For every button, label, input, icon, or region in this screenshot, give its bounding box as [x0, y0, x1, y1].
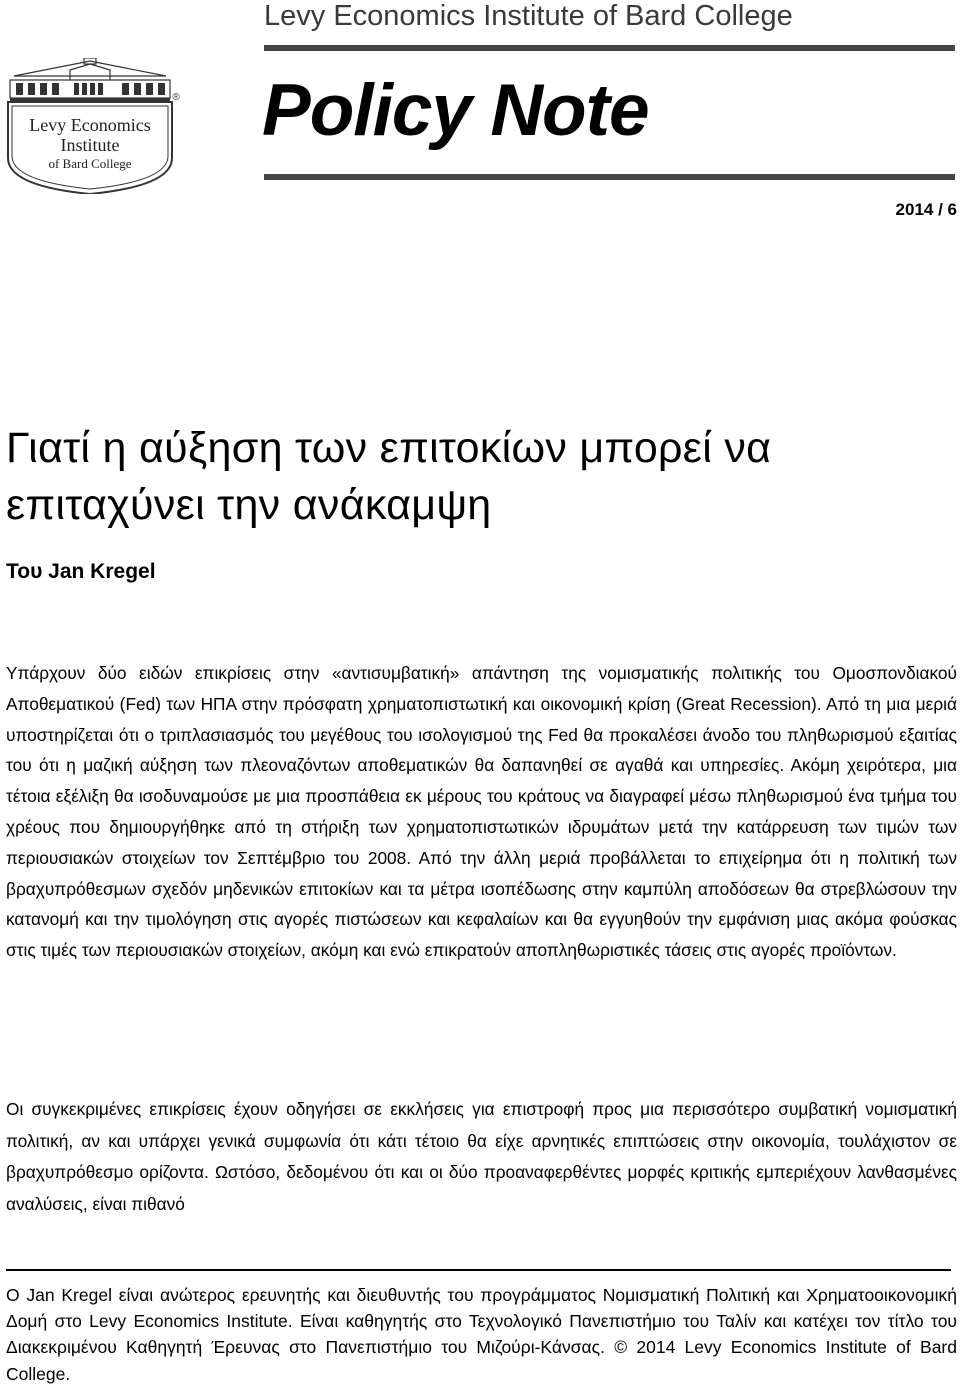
logo-line-2: Institute	[60, 135, 120, 155]
body-paragraph: Υπάρχουν δύο ειδών επικρίσεις στην «αντισυμβατική» απάντηση της νομισματικής πολιτικής του Ομοσπονδιακού Αποθεματικού (Fed) των ΗΠΑ στην πρόσφατη χρηματοπιστωτική και οικονομική κρίση (Great Recession). Από τη μια μεριά υποστηρίζεται ότι ο τριπλασιασμός του μεγέθους του ισολογισμού της Fed θα προκαλέσει άνοδο του πληθωρισμού εξαιτίας του ότι η μαζική αύξηση των πλεοναζόντων αποθεματικών θα δαπανηθεί σε αγαθά και υπηρεσίες. Ακόμη χειρότερα, μια τέτοια εξέλιξη θα ισοδυναμούσε με μια προσπάθεια εκ μέρους του κράτους να διαγραφεί μέσω πληθωρισμού ένα τμήμα του χρέους που δημιουργήθηκε από τη στήριξη των χρηματοπιστωτικών ιδρυμάτων μετά την κατάρρευση των τιμών των περιουσιακών στοιχείων τον Σεπτέμβριο του 2008. Από την άλλη μεριά προβάλλεται το επιχείρημα ότι η πολιτική των βραχυπρόθεσμων σχεδόν μηδενικών επιτοκίων και τα μέτρα ισοπέδωσης στην καμπύλη αποδόσεων θα στρεβλώσουν την κατανομή και την τιμολόγηση στις αγορές πιστώσεων και κεφαλαίων και θα εγγυηθούν την εμφάνιση μιας ακόμα φούσκας στις τιμές των περιουσιακών στοιχείων, ακόμη και ενώ επικρατούν αποπληθωριστικές τάσεις στις αγορές προϊόντων.	[6, 663, 957, 961]
article-title: Γιατί η αύξηση των επιτοκίων μπορεί να επιταχύνει την ανάκαμψη	[6, 424, 772, 529]
header-institute-name: Levy Economics Institute of Bard College	[264, 0, 793, 32]
author-footnote: Ο Jan Kregel είναι ανώτερος ερευνητής και διευθυντής του προγράμματος Νομισματική Πολιτική και Χρηματοοικονομική Δομή στο Levy Economics Institute. Είναι καθηγητής στο Τεχνολογικό Πανεπιστήμιο του Ταλίν και κατέχει τον τίτλο του Διακεκριμένου Καθηγητή Έρευνας στο Πανεπιστήμιο του Μιζούρι-Κάνσας. © 2014 Levy Economics Institute of Bard College.	[6, 1285, 957, 1384]
levy-institute-logo	[0, 58, 184, 194]
body-paragraph: Οι συγκεκριμένες επικρίσεις έχουν οδηγήσει σε εκκλήσεις για επιστροφή προς μια περισσότερο συμβατική νομισματική πολιτική, αν και υπάρχει γενικά συμφωνία ότι κάτι τέτοιο θα είχε αρνητικές επιπτώσεις στην οικονομία, τουλάχιστον σε βραχυπρόθεσμο ορίζοντα. Ωστόσο, δεδομένου ότι και οι δύο προαναφερθέντες μορφές κριτικής εμπεριέχουν λανθασμένες αναλύσεις, είναι πιθανό	[6, 1099, 957, 1214]
footnote-divider	[6, 1269, 951, 1271]
article-byline: Του Jan Kregel	[6, 560, 156, 583]
logo-line-3: of Bard College	[48, 156, 132, 171]
registered-mark: ®	[172, 92, 180, 103]
series-title: Policy Note	[262, 70, 649, 151]
logo-line-1: Levy Economics	[29, 115, 151, 135]
header-rule-bottom	[264, 174, 955, 180]
header-rule-top	[264, 45, 955, 51]
issue-number: 2014 / 6	[895, 200, 957, 219]
